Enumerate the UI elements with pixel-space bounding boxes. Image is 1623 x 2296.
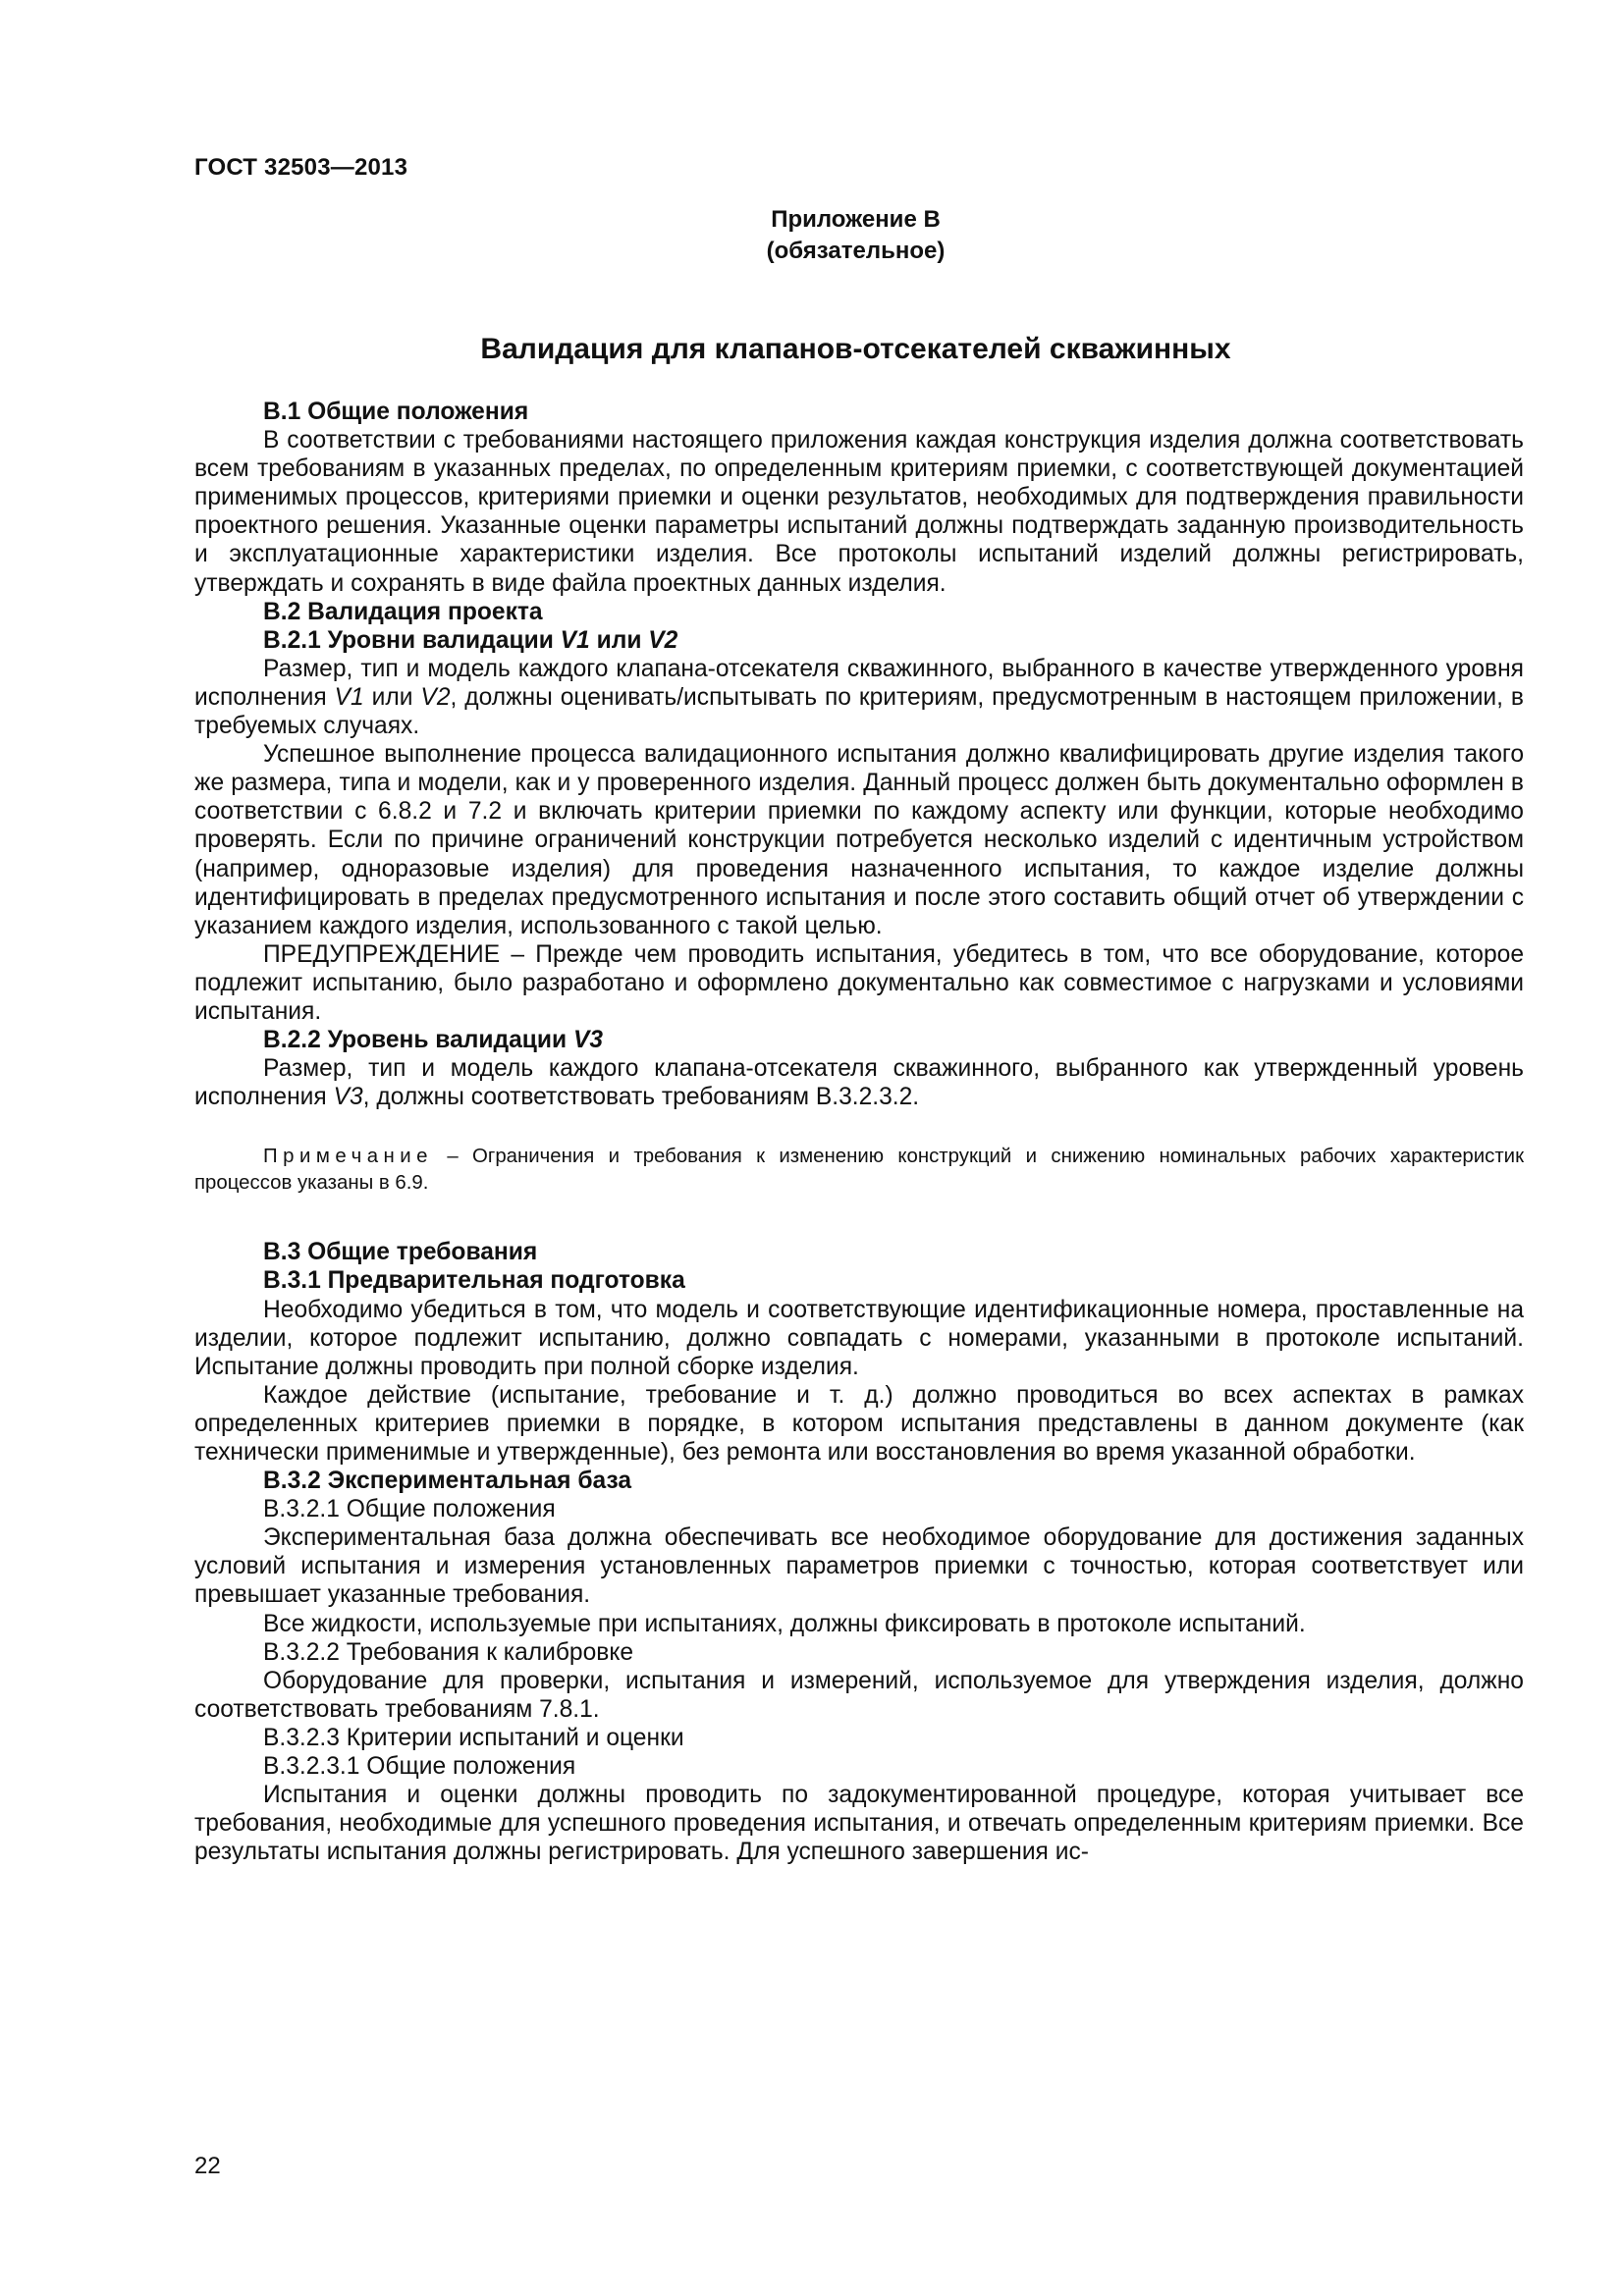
section-b3-heading: В.3 Общие требования [263,1239,538,1266]
section-b321-paragraph-2: Все жидкости, используемые при испытаниях, должны фиксировать в протоколе испытаний. [263,1610,1306,1637]
section-b1-heading: В.1 Общие положения [263,399,529,425]
section-b22-heading: В.2.2 Уровень валидации V3 [263,1027,604,1054]
section-b3231-heading: В.3.2.3.1 Общие положения [263,1753,576,1781]
document-body [194,398,1524,1866]
page-number: 22 [194,2153,221,2179]
document-header: ГОСТ 32503—2013 [194,154,408,181]
section-b2-heading: В.2 Валидация проекта [263,598,543,625]
section-b22-paragraph: Размер, тип и модель каждого клапана-отсекателя скважинного, выбранного как утвержденный уровень исполнения V3, должны соответствовать требованиям В.3.2.3.2. [194,1055,1524,1111]
appendix-label: Приложение В [771,206,941,233]
section-b322-paragraph: Оборудование для проверки, испытания и измерений, используемое для утверждения изделия, должно соответствовать требованиям 7.8.1. [194,1667,1524,1723]
section-b21-paragraph-2: Успешное выполнение процесса валидационного испытания должно квалифицировать другие изделия такого же размера, типа и модели, как и у проверенного изделия. Данный процесс должен быть документально оформлен в соответствии с 6.8.2 и 7.2 и включать критерии приемки по каждому аспекту или функции, которые необходимо проверять. Если по причине ограничений конструкции потребуется несколько изделий с идентичным устройством (например, одноразовые изделия) для проведения назначенного испытания, то каждое изделие должны идентифицировать в пределах предусмотренного испытания и после этого составить общий отчет об утверждении с указанием каждого изделия, использованного с такой целью. [194,741,1524,939]
appendix-heading [0,204,1623,267]
section-b21-paragraph-1: Размер, тип и модель каждого клапана-отсекателя скважинного, выбранного в качестве утвержденного уровня исполнения V1 или V2, должны оценивать/испытывать по критериям, предусмотренным в настоящем приложении, в требуемых случаях. [194,655,1524,740]
note-text: – Ограничения и требования к изменению конструкций и снижению номинальных рабочих характеристик процессов указаны в 6.9. [194,1146,1524,1195]
warning-paragraph: ПРЕДУПРЕЖДЕНИЕ – Прежде чем проводить испытания, убедитесь в том, что все оборудование, которое подлежит испытанию, было разработано и оформлено документально как совместимое с нагрузками и условиями испытания. [194,940,1524,1025]
section-b321-heading: В.3.2.1 Общие положения [263,1496,556,1523]
appendix-status: (обязательное) [766,238,946,264]
page-title: Валидация для клапанов-отсекателей скважинных [480,333,1231,365]
section-b31-heading: В.3.1 Предварительная подготовка [263,1267,685,1295]
section-b32-heading: В.3.2 Экспериментальная база [263,1468,632,1495]
section-b31-paragraph-2: Каждое действие (испытание, требование и т. д.) должно проводиться во всех аспектах в рамках определенных критериев приемки в порядке, в котором испытания представлены в данном документе (как технически применимые и утвержденные), без ремонта или восстановления во время указанной обработки. [194,1381,1524,1466]
section-b31-paragraph-1: Необходимо убедиться в том, что модель и соответствующие идентификационные номера, проставленные на изделии, которое подлежит испытанию, должно совпадать с номерами, указанными в протоколе испытаний. Испытание должны проводить при полной сборке изделия. [194,1296,1524,1380]
section-b322-heading: В.3.2.2 Требования к калибровке [263,1638,634,1666]
section-b321-paragraph-1: Экспериментальная база должна обеспечивать все необходимое оборудование для достижения заданных условий испытания и измерения установленных параметров приемки с точностью, которая соответствует или превышает указанные требования. [194,1524,1524,1609]
note-paragraph [194,1144,1524,1197]
section-b323-heading: В.3.2.3 Критерии испытаний и оценки [263,1724,684,1751]
section-b21-heading: В.2.1 Уровни валидации V1 или V2 [263,626,678,654]
section-b3231-paragraph: Испытания и оценки должны проводить по задокументированной процедуре, которая учитывает все требования, необходимые для успешного проведения испытания, и отвечать определенным критериям приемки. Все результаты испытания должны регистрировать. Для успешного завершения ис- [194,1782,1524,1866]
note-label: Примечание [263,1146,434,1168]
section-b1-paragraph: В соответствии с требованиями настоящего приложения каждая конструкция изделия должна соответствовать всем требованиям в указанных пределах, по определенным критериям приемки, с соответствующей документацией применимых процессов, критериями приемки и оценки результатов, необходимых для подтверждения правильности проектного решения. Указанные оценки параметры испытаний должны подтверждать заданную производительность и эксплуатационные характеристики изделия. Все протоколы испытаний изделий должны регистрировать, утверждать и сохранять в виде файла проектных данных изделия. [194,427,1524,597]
